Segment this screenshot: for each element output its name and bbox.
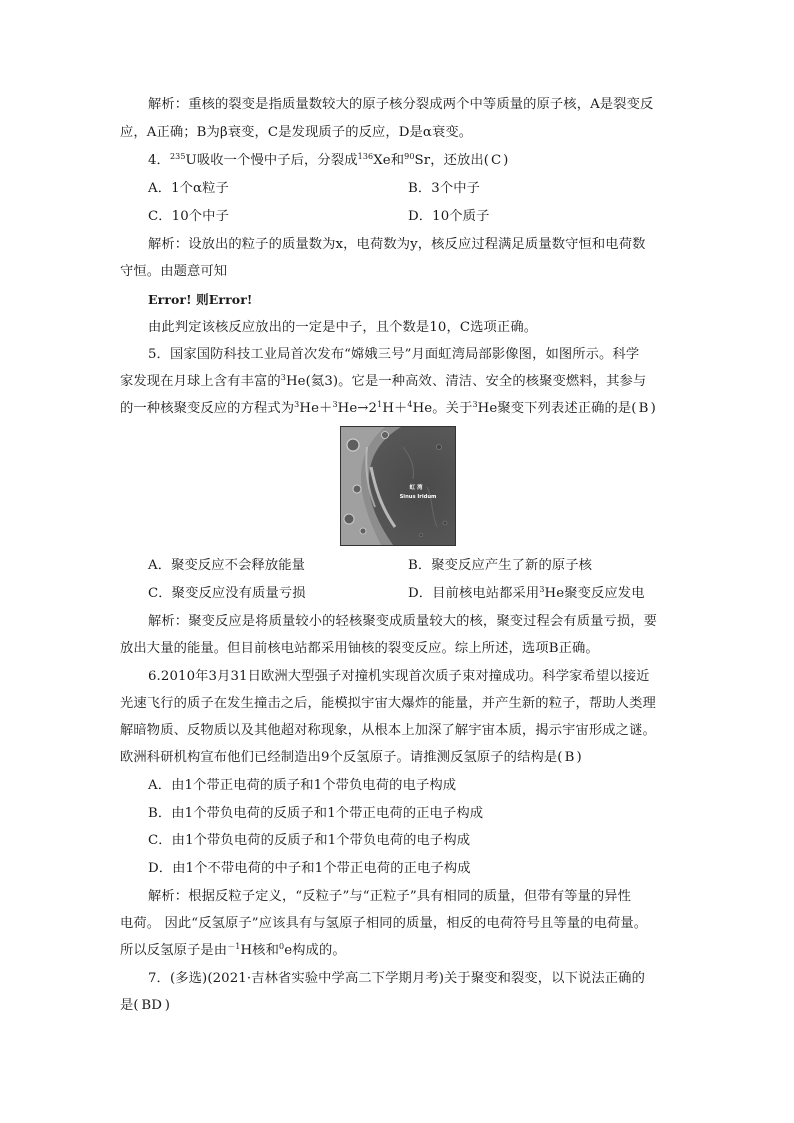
q6-option-b: B．由1个带负电荷的反质子和1个带正电荷的正电子构成: [148, 806, 484, 821]
q3-analysis-line2: 应，A正确；B为β衰变，C是发现质子的反应，D是α衰变。: [120, 125, 473, 140]
image-label-cn: 虹 湾: [409, 485, 423, 491]
q6-stem-line2: 光速飞行的质子在发生撞击之后，能模拟宇宙大爆炸的能量，并产生新的粒子，帮助人类理: [120, 696, 656, 711]
q6-option-a: A．由1个带正电荷的质子和1个带负电荷的电子构成: [148, 778, 457, 793]
u-mass-number: 235: [169, 152, 186, 161]
q3-analysis-line1: 解析：重核的裂变是指质量数较大的原子核分裂成两个中等质量的原子核，A是裂变反: [148, 97, 654, 112]
xe-symbol: Xe: [373, 153, 391, 168]
q4-option-c: C．10个中子: [148, 209, 229, 224]
question-number: 4．: [148, 153, 170, 168]
q5-analysis-line2: 放出大量的能量。但目前核电站都采用铀核的裂变反应。综上所述，选项B正确。: [120, 641, 599, 656]
q7-answer: BD: [141, 998, 162, 1013]
q6-analysis-line2: 电荷。 因此“反氢原子”应该具有与氢原子相同的质量，相反的电荷符号且等量的电荷量。: [120, 916, 648, 931]
q4-analysis-line1: 解析：设放出的粒子的质量数为x，电荷数为y，核反应过程满足质量数守恒和电荷数: [148, 237, 646, 252]
q5-stem-line1: 5．国家国防科技工业局首次发布“嫦娥三号”月面虹湾局部影像图，如图所示。科学: [148, 347, 640, 362]
q6-option-d: D．由1个不带电荷的中子和1个带正电荷的正电子构成: [148, 861, 471, 876]
q4-conclusion: 由此判定该核反应放出的一定是中子，且个数是10，C选项正确。: [148, 320, 538, 335]
q4-option-b: B．3个中子: [408, 181, 481, 196]
q4-analysis-line2: 守恒。由题意可知: [120, 264, 228, 279]
q7-stem-line2: 是( BD ): [120, 996, 170, 1016]
q5-option-a: A．聚变反应不会释放能量: [148, 558, 306, 573]
q6-analysis-line1: 解析：根据反粒子定义，“反粒子”与“正粒子”具有相同的质量，但带有等量的异性: [148, 889, 632, 904]
q6-option-c: C．由1个带负电荷的反质子和1个带负电荷的电子构成: [148, 833, 471, 848]
q4-stem: 4．$^{235}$U吸收一个慢中子后，分裂成$^{136}$Xe和$^{90}$Sr，还放出( C ): [148, 151, 508, 171]
q5-option-d: D．目前核电站都采用$^3$He聚变反应发电: [408, 585, 645, 601]
q5-option-c: C．聚变反应没有质量亏损: [148, 586, 306, 601]
q4-option-d: D．10个质子: [408, 209, 490, 224]
sr-mass-number: 90: [404, 152, 415, 161]
q5-answer: B: [638, 401, 649, 416]
q6-answer: B: [564, 750, 575, 765]
q7-stem-line1: 7．(多选)(2021·吉林省实验中学高二下学期月考)关于聚变和裂变，以下说法正确的: [148, 971, 645, 986]
q6-stem-line3: 解暗物质、反物质以及其他超对称现象，从根本上加深了解宇宙本质，揭示宇宙形成之谜。: [120, 723, 656, 738]
q4-answer: C: [490, 153, 502, 168]
q4-option-a: A．1个α粒子: [148, 181, 229, 196]
q6-analysis-line3: 所以反氢原子是由$^{-1}$H核和$^0$e构成的。: [120, 942, 346, 958]
xe-mass-number: 136: [357, 152, 374, 161]
q6-stem-line4: 欧洲科研机构宣布他们已经制造出9个反氢原子。请推测反氢原子的结构是( B ): [120, 748, 582, 768]
moon-surface-image: [340, 426, 456, 546]
q6-stem-line1: 6.2010年3月31日欧洲大型强子对撞机实现首次质子束对撞成功。科学家希望以接近: [148, 669, 650, 684]
q5-stem-line2: 家发现在月球上含有丰富的$^3$He(氦3)。它是一种高效、清洁、安全的核聚变燃料，其参与: [120, 373, 647, 389]
u-symbol: U: [185, 153, 197, 168]
q5-analysis-line1: 解析：聚变反应是将质量较小的轻核聚变成质量较大的核，聚变过程会有质量亏损，要: [148, 614, 658, 629]
image-label-en: Sinus Iridum: [399, 494, 437, 500]
q4-error-line: Error! 则Error!: [148, 292, 253, 307]
q5-option-b: B．聚变反应产生了新的原子核: [408, 558, 593, 573]
q5-stem-line3: 的一种核聚变反应的方程式为$^3He+^3He\to 2^1H+^4He$。关于$^3$He聚变下列表述正确的是( B ): [120, 399, 656, 419]
sr-symbol: Sr: [414, 153, 431, 168]
